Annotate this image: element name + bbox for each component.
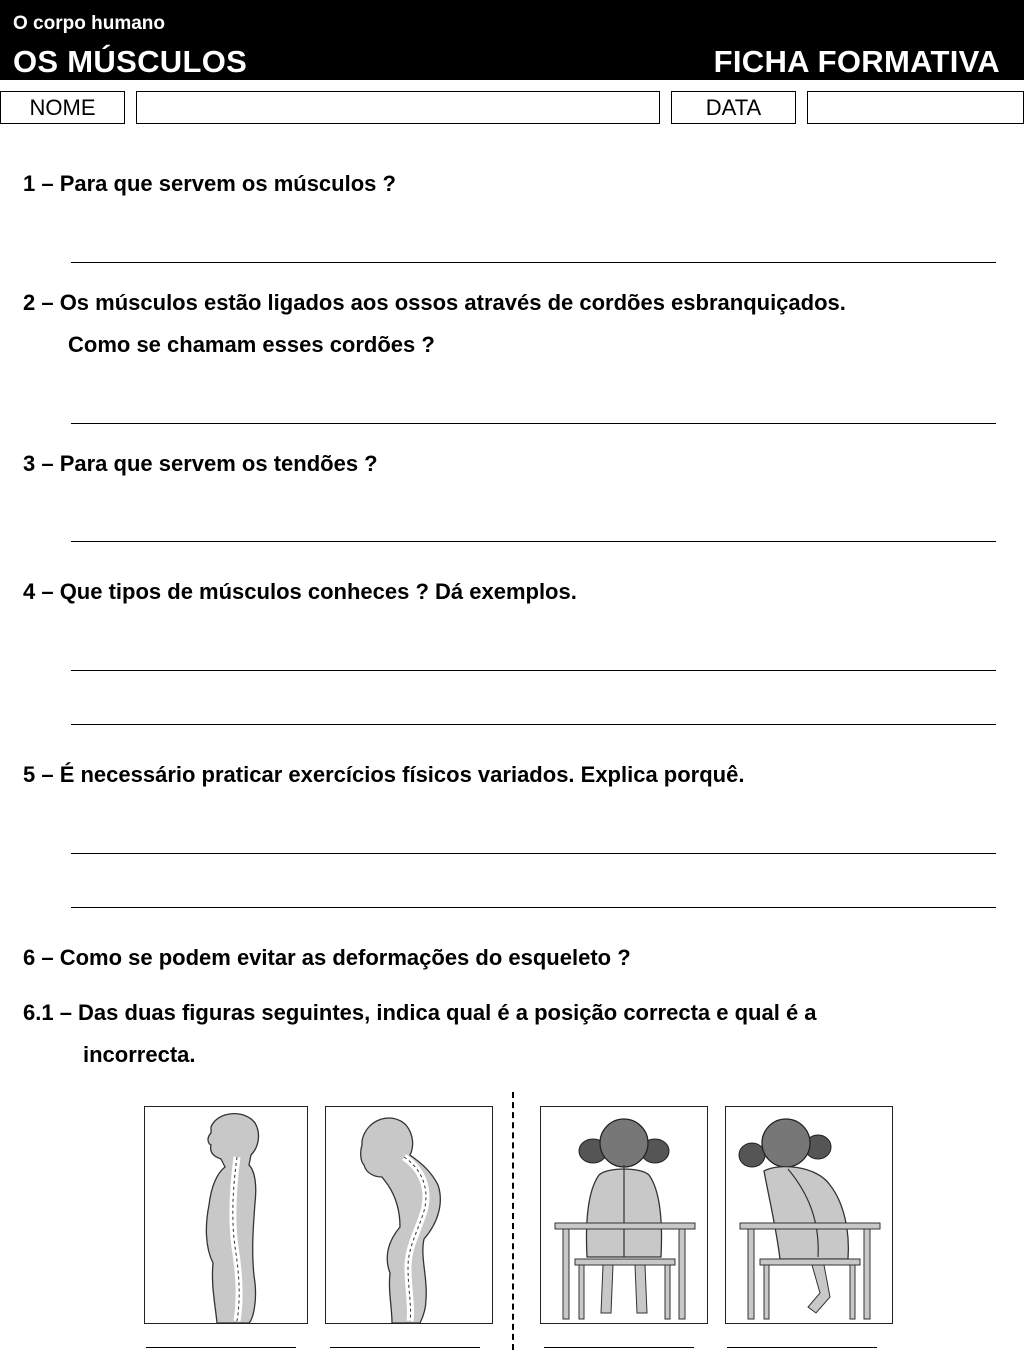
answer-line[interactable] [71, 724, 996, 725]
girl-sitting-slouched-icon [725, 1106, 893, 1324]
header [0, 0, 1024, 80]
worksheet-type: FICHA FORMATIVA [713, 44, 1000, 79]
question-3 [23, 443, 378, 485]
question-6 [23, 937, 631, 979]
girl-sitting-upright-icon [540, 1106, 708, 1324]
figure-answer-line[interactable] [727, 1347, 877, 1348]
figure-answer-line[interactable] [544, 1347, 694, 1348]
date-label: DATA [671, 91, 796, 124]
worksheet-title: OS MÚSCULOS [13, 44, 248, 79]
date-input[interactable] [808, 92, 1023, 123]
date-field[interactable] [807, 91, 1024, 124]
figure-answer-line[interactable] [146, 1347, 296, 1348]
question-2 [23, 282, 846, 366]
name-input[interactable] [137, 92, 659, 123]
slouched-spine-figure-icon [325, 1106, 493, 1324]
question-text: 6 – Como se podem evitar as deformações do esqueleto ? [23, 945, 631, 970]
answer-line[interactable] [71, 907, 996, 908]
question-text: 5 – É necessário praticar exercícios físicos variados. Explica porquê. [23, 762, 745, 787]
worksheet-subtitle: O corpo humano [13, 13, 165, 34]
question-6-1 [23, 992, 817, 1076]
question-4 [23, 571, 577, 613]
name-label: NOME [0, 91, 125, 124]
question-5 [23, 754, 744, 796]
question-text: 4 – Que tipos de músculos conheces ? Dá exemplos. [23, 579, 577, 604]
answer-line[interactable] [71, 670, 996, 671]
answer-line[interactable] [71, 262, 996, 263]
question-text: 6.1 – Das duas figuras seguintes, indica qual é a posição correcta e qual é a [23, 1000, 817, 1025]
question-text: 2 – Os músculos estão ligados aos ossos através de cordões esbranquiçados. [23, 290, 846, 315]
question-1 [23, 163, 396, 205]
name-field[interactable] [136, 91, 660, 124]
answer-line[interactable] [71, 423, 996, 424]
upright-spine-figure-icon [144, 1106, 308, 1324]
posture-figures [0, 1088, 1024, 1365]
question-text: 3 – Para que servem os tendões ? [23, 451, 378, 476]
question-text: 1 – Para que servem os músculos ? [23, 171, 396, 196]
figure-divider [512, 1092, 514, 1350]
figure-answer-line[interactable] [330, 1347, 480, 1348]
answer-line[interactable] [71, 541, 996, 542]
question-text-continued: Como se chamam esses cordões ? [68, 332, 435, 357]
question-text-continued: incorrecta. [83, 1042, 196, 1067]
answer-line[interactable] [71, 853, 996, 854]
